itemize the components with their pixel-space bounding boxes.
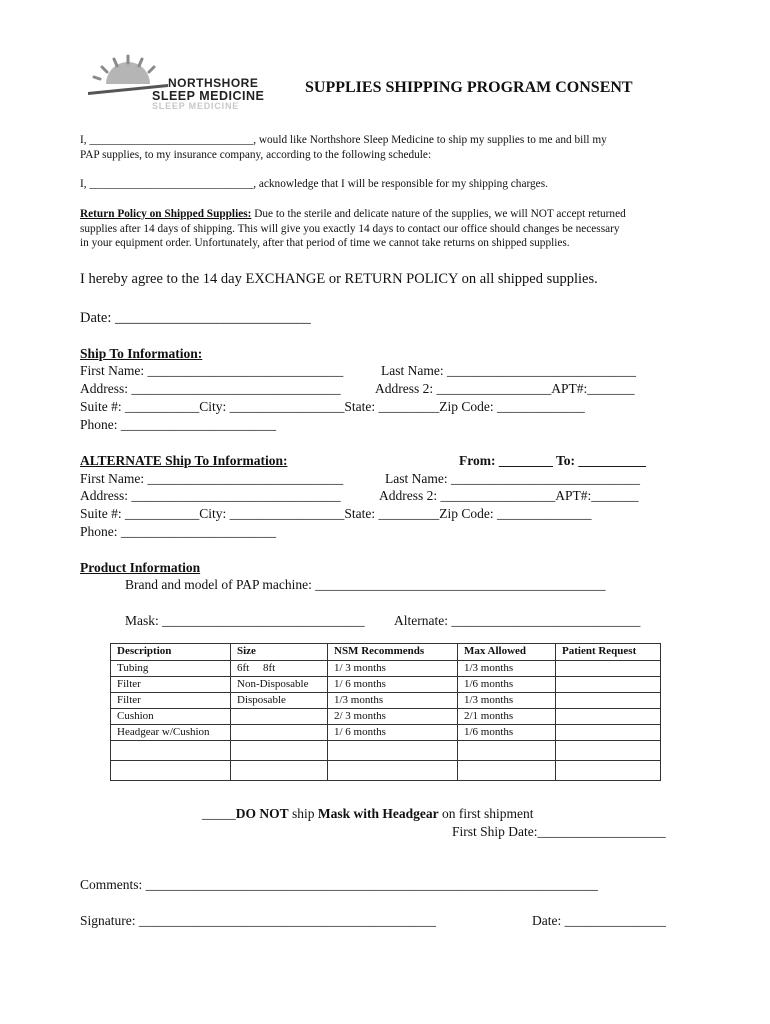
logo-line-sleep-medicine: SLEEP MEDICINE: [152, 89, 265, 103]
cell: [231, 725, 328, 741]
patient-request-cell[interactable]: [556, 725, 661, 741]
intro-line-3: I, _____________________________, acknowledge that I will be responsible for my shipping charges.: [80, 178, 548, 190]
cell: 1/6 months: [458, 677, 556, 693]
mask-with-headgear-label: Mask with Headgear: [317, 806, 439, 821]
pap-machine-field[interactable]: Brand and model of PAP machine: ___________________________________________: [125, 577, 606, 592]
alternate-from-to[interactable]: From: ________ To: __________: [459, 453, 646, 468]
do-not-tail-text: on first shipment: [438, 806, 534, 821]
col-patient-request: Patient Request: [556, 644, 661, 661]
comments-field[interactable]: Comments: ___________________________________________________________________: [80, 877, 598, 892]
do-not-ship-line[interactable]: [202, 806, 534, 822]
alt-suite-city-state-zip[interactable]: Suite #: ___________City: _________________State: _________Zip Code: ______________: [80, 506, 592, 521]
cell: 1/3 months: [458, 661, 556, 677]
cell: 1/3 months: [328, 693, 458, 709]
return-policy-line-3: in your equipment order. Unfortunately, after that period of time we cannot take returns on shipped supplies.: [80, 237, 570, 249]
patient-request-cell[interactable]: [556, 661, 661, 677]
patient-request-cell[interactable]: [556, 693, 661, 709]
table-header-row: [111, 644, 661, 661]
cell: Headgear w/Cushion: [111, 725, 231, 741]
agree-statement: I hereby agree to the 14 day EXCHANGE or RETURN POLICY on all shipped supplies.: [80, 271, 598, 287]
do-not-label: DO NOT: [235, 806, 289, 821]
col-size: Size: [231, 644, 328, 661]
cell: 1/3 months: [458, 693, 556, 709]
alt-first-name-field[interactable]: First Name: _____________________________: [80, 471, 344, 486]
page-title: SUPPLIES SHIPPING PROGRAM CONSENT: [305, 79, 633, 96]
signature-date-field[interactable]: Date: _______________: [532, 913, 666, 928]
cell: 6ft 8ft: [231, 661, 328, 677]
cell: 1/6 months: [458, 725, 556, 741]
col-max-allowed: Max Allowed: [458, 644, 556, 661]
patient-request-cell[interactable]: [556, 677, 661, 693]
product-table: [110, 643, 661, 781]
ship-phone-field[interactable]: Phone: _______________________: [80, 417, 277, 432]
table-row: [111, 709, 661, 725]
cell: 2/1 months: [458, 709, 556, 725]
cell: 2/ 3 months: [328, 709, 458, 725]
logo: [88, 54, 278, 110]
cell: Cushion: [111, 709, 231, 725]
ship-first-name-field[interactable]: First Name: _____________________________: [80, 363, 344, 378]
alt-address2-field[interactable]: Address 2: _________________APT#:_______: [379, 488, 639, 503]
cell: Non-Disposable: [231, 677, 328, 693]
intro-line-1: I, _____________________________, would like Northshore Sleep Medicine to ship my supplies to me and bill my: [80, 134, 607, 146]
table-row-empty: [111, 741, 661, 761]
table-row: [111, 693, 661, 709]
mask-field[interactable]: Mask: ______________________________: [125, 613, 365, 628]
patient-request-cell[interactable]: [556, 709, 661, 725]
ship-last-name-field[interactable]: Last Name: ____________________________: [381, 363, 636, 378]
cell: Filter: [111, 693, 231, 709]
cell: [231, 709, 328, 725]
cell: 1/ 6 months: [328, 725, 458, 741]
table-row: [111, 725, 661, 741]
col-nsm-recommends: NSM Recommends: [328, 644, 458, 661]
date-field[interactable]: Date: ___________________________: [80, 310, 311, 326]
ship-address2-field[interactable]: Address 2: _________________APT#:_______: [375, 381, 635, 396]
table-row: [111, 661, 661, 677]
cell: 1/ 3 months: [328, 661, 458, 677]
ship-suite-city-state-zip[interactable]: Suite #: ___________City: _________________State: _________Zip Code: _____________: [80, 399, 585, 414]
alt-last-name-field[interactable]: Last Name: ____________________________: [385, 471, 640, 486]
return-policy-heading: Return Policy on Shipped Supplies:: [80, 208, 252, 220]
do-not-ship-blank[interactable]: _____: [202, 806, 236, 821]
table-row-empty: [111, 761, 661, 781]
alternate-mask-field[interactable]: Alternate: ____________________________: [394, 613, 641, 628]
alt-address-field[interactable]: Address: _______________________________: [80, 488, 341, 503]
intro-line-2: PAP supplies, to my insurance company, according to the following schedule:: [80, 149, 432, 161]
alt-phone-field[interactable]: Phone: _______________________: [80, 524, 277, 539]
table-row: [111, 677, 661, 693]
logo-shadow-text: SLEEP MEDICINE: [152, 101, 240, 111]
product-heading: Product Information: [80, 560, 201, 575]
first-ship-date-field[interactable]: First Ship Date:___________________: [452, 824, 666, 839]
signature-field[interactable]: Signature: ____________________________________________: [80, 913, 436, 928]
return-policy-line-2: supplies after 14 days of shipping. This will give you exactly 14 days to contact our office should changes be necessary: [80, 223, 620, 235]
ship-to-heading: Ship To Information:: [80, 346, 203, 361]
do-not-mid-text: ship: [288, 806, 318, 821]
return-policy-line-1: [80, 208, 626, 220]
ship-address-field[interactable]: Address: _______________________________: [80, 381, 341, 396]
cell: Tubing: [111, 661, 231, 677]
alternate-heading: ALTERNATE Ship To Information:: [80, 453, 288, 468]
col-description: Description: [111, 644, 231, 661]
cell: Disposable: [231, 693, 328, 709]
cell: 1/ 6 months: [328, 677, 458, 693]
return-policy-text-1: Due to the sterile and delicate nature of the supplies, we will NOT accept returned: [251, 208, 626, 220]
logo-line-northshore: NORTHSHORE: [168, 76, 259, 90]
cell: Filter: [111, 677, 231, 693]
